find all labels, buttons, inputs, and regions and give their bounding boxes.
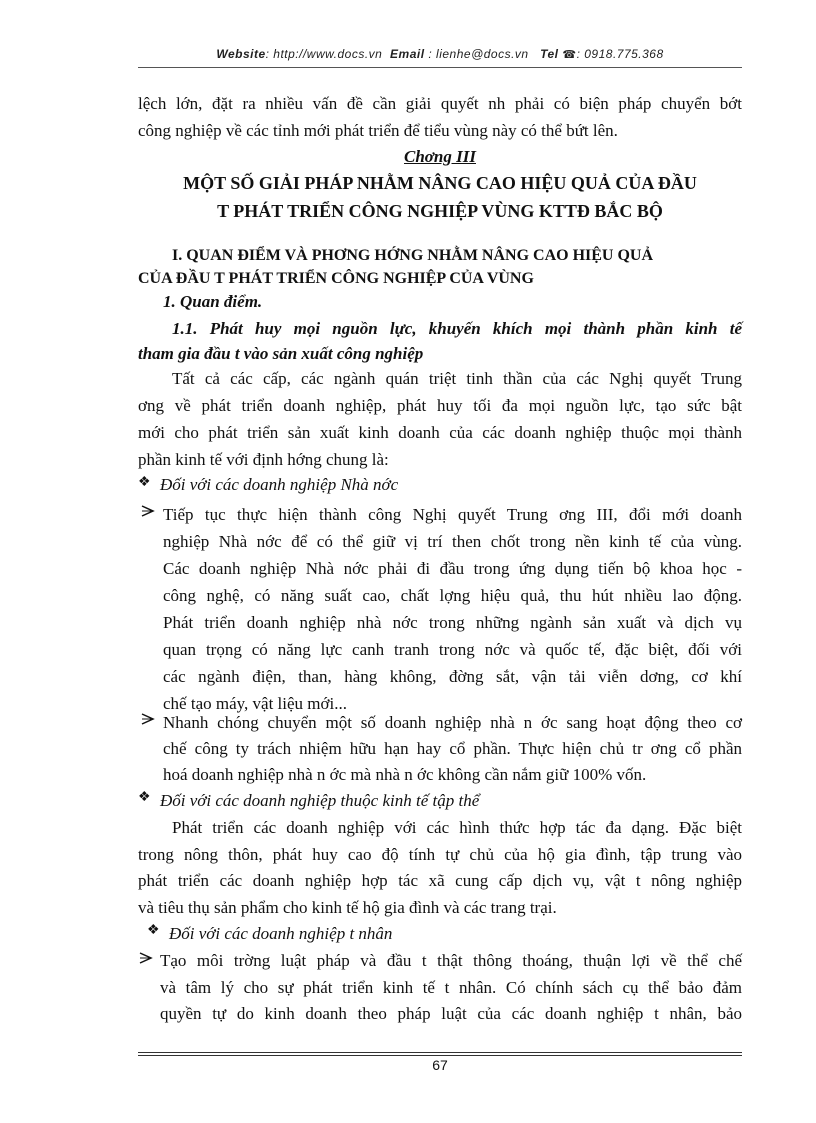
diamond-bullet-icon: ❖	[138, 475, 151, 490]
para1-line-1: Tất cả các cấp, các ngành quán triệt tinh thần của các Nghị quyết Trung	[172, 369, 742, 388]
para2-line-2: trong nông thôn, phát huy cao độ tính tự chủ của hộ gia đình, tập trung vào	[138, 845, 742, 864]
header-rule	[138, 67, 742, 68]
chapter-title-line-2: T PHÁT TRIỂN CÔNG NGHIỆP VÙNG KTTĐ BẮC BỘ	[217, 201, 663, 221]
arrow1-line-8: chế tạo máy, vật liệu mới...	[163, 694, 347, 713]
arrow3-line-1: Tạo môi trờng luật pháp và đầu t thật thông thoáng, thuận lợi về thể chế	[160, 951, 742, 970]
arrow1-line-3: Các doanh nghiệp Nhà nớc phải đi đầu trong ứng dụng tiến bộ khoa học -	[163, 559, 742, 578]
tel-value: : 0918.775.368	[576, 47, 664, 61]
para2-line-3: phát triển các doanh nghiệp hợp tác xã cung cấp dịch vụ, vật t nông nghiệp	[138, 871, 742, 890]
diamond-bullet-icon: ❖	[138, 790, 151, 805]
section-title-line-2: CỦA ĐẦU T PHÁT TRIỂN CÔNG NGHIỆP CỦA VÙNG	[138, 270, 534, 287]
para1-line-4: phần kinh tế với định hớng chung là:	[138, 450, 389, 469]
para2-line-1: Phát triển các doanh nghiệp với các hình thức hợp tác đa dạng. Đặc biệt	[172, 818, 742, 837]
intro-line-2: công nghiệp về các tỉnh mới phát triển để tiểu vùng này có thể bứt lên.	[138, 121, 618, 140]
arrow-bullet-icon	[138, 951, 154, 965]
subsub-title-line-1: 1.1. Phát huy mọi nguồn lực, khuyến khích mọi thành phần kinh tế	[172, 319, 742, 338]
arrow2-line-3: hoá doanh nghiệp nhà n ớc mà nhà n ớc không cần nắm giữ 100% vốn.	[163, 765, 647, 784]
arrow1-line-7: các ngành điện, than, hàng không, đờng sắt, vận tải viễn dơng, cơ khí	[163, 667, 742, 686]
para1-line-2: ơng về phát triển doanh nghiệp, phát huy tối đa mọi nguồn lực, tạo sức bật	[138, 396, 742, 415]
arrow1-line-5: Phát triển doanh nghiệp nhà nớc trong những ngành sản xuất và dịch vụ	[163, 613, 742, 632]
chapter-label: Chơng III	[404, 147, 476, 166]
diamond-bullet-icon: ❖	[147, 923, 160, 938]
diamond-heading-1: Đối với các doanh nghiệp Nhà nớc	[160, 475, 399, 494]
arrow-bullet-icon	[140, 504, 156, 518]
diamond-heading-2: Đối với các doanh nghiệp thuộc kinh tế tập thể	[160, 791, 480, 810]
intro-line-1: lệch lớn, đặt ra nhiều vấn đề cần giải quyết nh phải có biện pháp chuyển bớt	[138, 94, 742, 113]
page-number: 67	[432, 1057, 448, 1073]
website-value: : http://www.docs.vn	[265, 47, 383, 61]
footer-rule-top	[138, 1052, 742, 1053]
page-header	[138, 47, 742, 67]
phone-icon: ☎	[562, 49, 577, 61]
para1-line-3: mới cho phát triển sản xuất kinh doanh của các doanh nghiệp thuộc mọi thành	[138, 423, 742, 442]
website-label: Website	[216, 47, 266, 61]
arrow3-line-2: và tâm lý cho sự phát triển kinh tế t nhân. Có chính sách cụ thể bảo đảm	[160, 978, 742, 997]
arrow1-line-4: công nghệ, có năng suất cao, chất lợng hiệu quả, thu hút nhiều lao động.	[163, 586, 742, 605]
arrow1-line-6: quan trọng có năng lực canh tranh trong nớc và quốc tế, đặc biệt, đối với	[163, 640, 742, 659]
arrow-bullet-icon	[140, 712, 156, 726]
footer-rule-bottom	[138, 1055, 742, 1056]
arrow1-line-1: Tiếp tục thực hiện thành công Nghị quyết Trung ơng III, đổi mới doanh	[163, 505, 742, 524]
email-label: Email	[390, 47, 425, 61]
tel-label: Tel	[540, 47, 559, 61]
arrow2-line-1: Nhanh chóng chuyển một số doanh nghiệp nhà n ớc sang hoạt động theo cơ	[163, 713, 742, 732]
chapter-title-line-1: MỘT SỐ GIẢI PHÁP NHẰM NÂNG CAO HIỆU QUẢ CỦA ĐẦU	[183, 173, 697, 193]
email-value: : lienhe@docs.vn	[428, 47, 529, 61]
subsub-title-line-2: tham gia đầu t vào sản xuất công nghiệp	[138, 344, 424, 363]
arrow1-line-2: nghiệp Nhà nớc để có thể giữ vị trí then chốt trong nền kinh tế của vùng.	[163, 532, 742, 551]
diamond-heading-3: Đối với các doanh nghiệp t nhân	[169, 924, 393, 943]
arrow3-line-3: quyền tự do kinh doanh theo pháp luật của các doanh nghiệp t nhân, bảo	[160, 1004, 742, 1023]
section-title-line-1: I. QUAN ĐIỂM VÀ PHƠNG HỚNG NHẰM NÂNG CAO HIỆU QUẢ	[172, 247, 654, 264]
arrow2-line-2: chế công ty trách nhiệm hữu hạn hay cổ phần. Thực hiện chủ tr ơng cổ phần	[163, 739, 742, 758]
para2-line-4: và tiêu thụ sản phẩm cho kinh tế hộ gia đình và các trang trại.	[138, 898, 557, 917]
subsection-title: 1. Quan điểm.	[163, 292, 263, 311]
